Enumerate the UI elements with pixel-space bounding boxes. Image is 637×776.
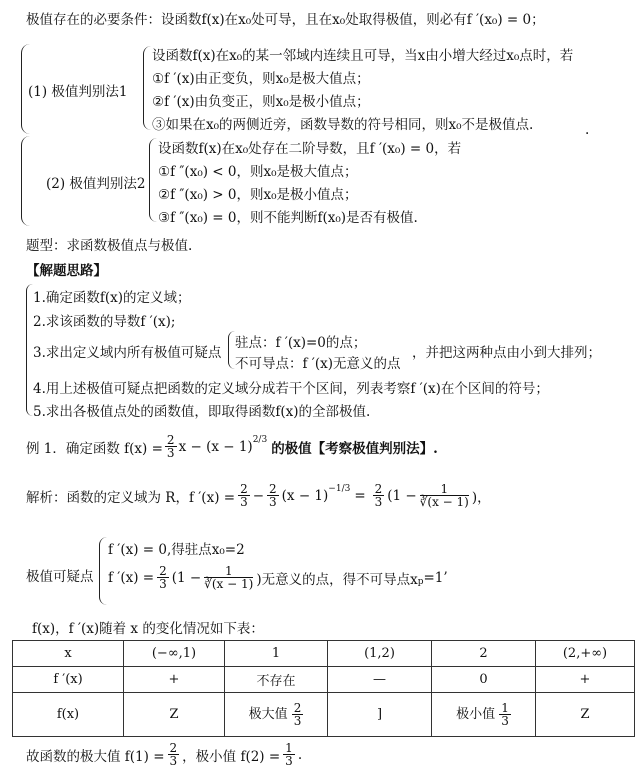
sol-frac-3: $\frac{2}{3}$: [374, 482, 383, 509]
suspect-frac-1: $\frac{2}{3}$: [159, 564, 167, 591]
table-row: [13, 667, 635, 693]
stray-dot: .: [585, 122, 590, 138]
suspect-brace: [99, 537, 107, 605]
example-expr: x − (x − 1): [178, 438, 253, 455]
suspect-frac-2: $\frac{1}{∛(x - 1)}$: [204, 564, 254, 591]
steps-brace: [26, 284, 33, 416]
table-cell: —: [328, 667, 432, 693]
table-cell: +: [124, 667, 225, 693]
outer-brace-bottom: [21, 136, 30, 226]
necessary-condition: 极值存在的必要条件：设函数f(x)在x₀处可导，且在x₀处取得极值，则必有f ′(x₀) = 0；: [26, 12, 545, 28]
sol-close: )，: [471, 489, 491, 506]
method2-brace: [149, 138, 157, 222]
table-cell: 不存在: [225, 667, 328, 693]
solution-lead: 解析：函数的定义域为 R，f ′(x) =: [26, 489, 236, 506]
ideas-header: 【解题思路】: [26, 263, 107, 279]
table-header-cell: 2: [432, 641, 536, 667]
step-4: 4.用上述极值可疑点把函数的定义域分成若干个区间，列表考察f ′(x)在个区间的符号；: [33, 381, 549, 397]
step-3-brace: [228, 331, 235, 369]
suspect-b-lead: f ′(x) =: [108, 569, 155, 586]
sol-exponent: −1/3: [328, 483, 351, 494]
example-tail: 的极值【考察极值判别法】.: [271, 440, 438, 457]
method1-brace: [143, 46, 151, 130]
sol-frac-2: $\frac{2}{3}$: [269, 482, 277, 509]
method2-item-2: ②f ″(x₀) > 0，则x₀是极小值点；: [158, 187, 358, 203]
table-cell: f(x): [13, 693, 124, 737]
table-cell: +: [536, 667, 635, 693]
method1-intro: 设函数f(x)在x₀的某一邻域内连续且可导，当x由小增大经过x₀点时，若: [152, 48, 574, 64]
table-row: [13, 641, 635, 667]
step-5: 5.求出各极值点处的函数值，即取得函数f(x)的全部极值.: [33, 404, 371, 420]
suspect-open: (1 −: [171, 569, 202, 586]
table-cell: [225, 693, 328, 737]
sol-frac-1: $\frac{2}{3}$: [240, 482, 248, 509]
step-3-tail: ，并把这两种点由小到大排列；: [412, 345, 601, 361]
example-1: [26, 434, 438, 459]
suspect-line-b: [108, 565, 448, 590]
table-cell: [432, 693, 536, 737]
min-label: 极小值: [456, 707, 496, 722]
step-3-lead: 3.求出定义域内所有极值可疑点: [33, 345, 222, 361]
method1-item-1: ①f ′(x)由正变负，则x₀是极大值点；: [152, 71, 370, 87]
conclusion-lead: 故函数的极大值 f(1) =: [26, 748, 165, 765]
suspect-lead: 极值可疑点: [26, 569, 94, 585]
conclusion: [26, 742, 302, 767]
suspect-line-a: f ′(x) = 0,得驻点x₀=2: [108, 542, 245, 558]
table-cell: 0: [432, 667, 536, 693]
conclusion-frac-1: $\frac{2}{3}$: [169, 741, 178, 768]
method1-item-2: ②f ′(x)由负变正，则x₀是极小值点；: [152, 94, 370, 110]
conclusion-frac-2: $\frac{1}{3}$: [285, 741, 293, 768]
table-header-cell: (−∞,1): [124, 641, 225, 667]
method2-intro: 设函数f(x)在x₀处存在二阶导数，且f ′(x₀) = 0，若: [158, 141, 462, 157]
method2-item-3: ③f ″(x₀) = 0，则不能判断f(x₀)是否有极值.: [158, 210, 418, 226]
sol-equals: =: [354, 487, 366, 504]
suspect-end: =1’: [423, 569, 448, 586]
table-caption: f(x)，f ′(x)随着 x 的变化情况如下表：: [32, 621, 264, 637]
suspect-close: )无意义的点，得不可导点x: [256, 571, 418, 588]
example-exponent: 2/3: [252, 434, 268, 445]
conclusion-mid: ，极小值 f(2) =: [182, 748, 281, 765]
sol-term: (x − 1): [281, 487, 329, 504]
conclusion-end: .: [297, 746, 303, 763]
max-frac: $\frac{2}{3}$: [293, 701, 302, 728]
step-3-stationary: 驻点：f ′(x)=0的点；: [235, 335, 367, 351]
outer-brace-top: [21, 44, 30, 134]
max-label: 极大值: [248, 707, 288, 722]
table-header-cell: (1,2): [328, 641, 432, 667]
min-frac: $\frac{1}{3}$: [501, 701, 509, 728]
solution-line: [26, 483, 491, 508]
sol-frac-4: $\frac{1}{∛(x - 1)}$: [419, 482, 469, 509]
table-cell: f ′(x): [13, 667, 124, 693]
step-3-nondiff: 不可导点：f ′(x)无意义的点: [235, 356, 401, 372]
table-header-cell: 1: [225, 641, 328, 667]
step-1: 1.确定函数f(x)的定义域；: [33, 290, 191, 306]
variation-table: [12, 640, 635, 737]
method1-label: (1) 极值判别法1: [28, 84, 128, 100]
step-2: 2.求该函数的导数f ′(x);: [33, 314, 176, 330]
sol-open: (1 −: [387, 487, 417, 504]
method1-item-3: ③如果在x₀的两侧近旁，函数导数的符号相同，则x₀不是极值点.: [152, 117, 534, 133]
table-cell: Z: [536, 693, 635, 737]
table-cell: ]: [328, 693, 432, 737]
example-frac: $\frac{2}{3}$: [166, 433, 175, 460]
table-header-cell: x: [13, 641, 124, 667]
method2-label: (2) 极值判别法2: [46, 176, 146, 192]
example-lead: 例 1．确定函数 f(x) =: [26, 440, 163, 457]
sol-minus: −: [252, 487, 265, 504]
table-cell: Z: [124, 693, 225, 737]
table-row: [13, 693, 635, 737]
table-header-cell: (2,+∞): [536, 641, 635, 667]
suspect-sub: p: [417, 576, 424, 587]
method2-item-1: ①f ″(x₀) < 0，则x₀是极大值点；: [158, 164, 358, 180]
topic-line: 题型：求函数极值点与极值.: [26, 238, 193, 254]
